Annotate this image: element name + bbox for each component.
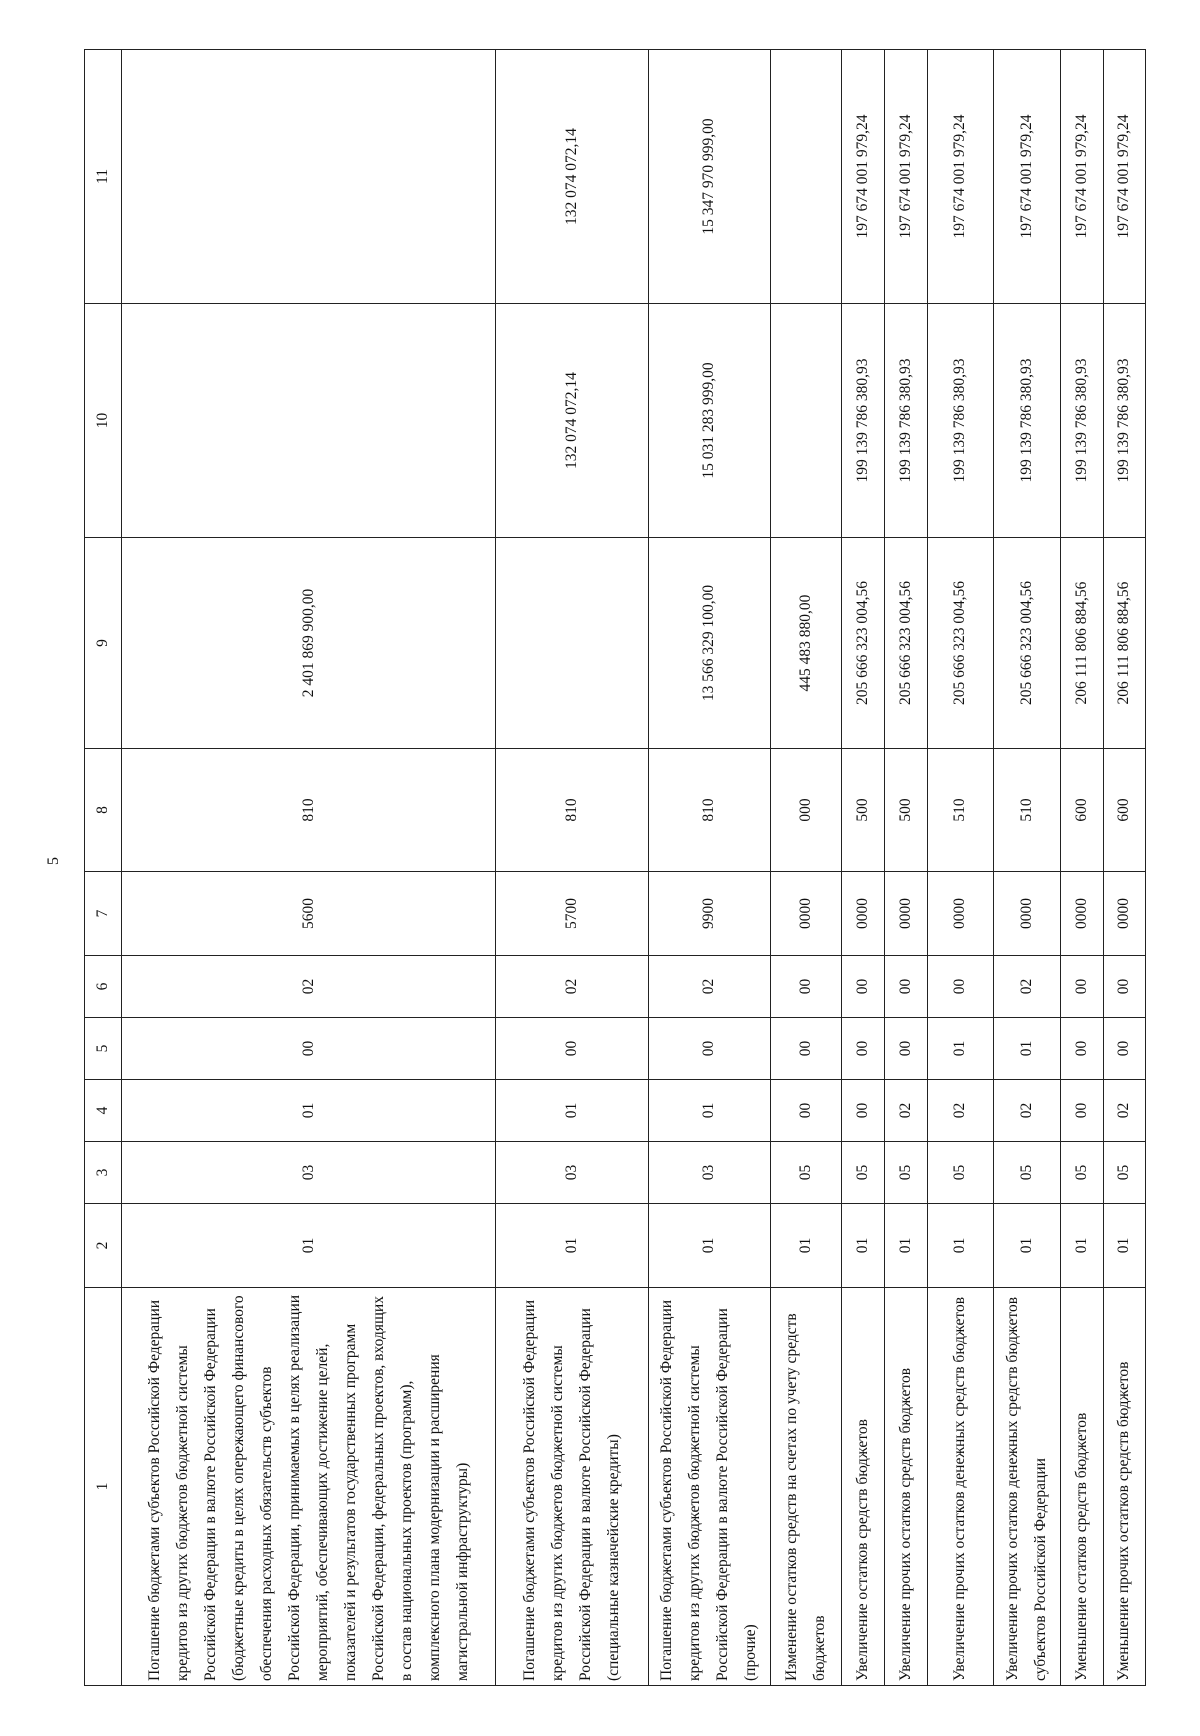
code-cell: 00 [496, 1018, 649, 1080]
code-cell: 00 [1103, 1018, 1145, 1080]
code-cell: 00 [122, 1018, 496, 1080]
amount-cell: 197 674 001 979,24 [994, 50, 1061, 304]
code-cell: 00 [770, 1018, 841, 1080]
code-cell: 00 [1060, 1018, 1103, 1080]
code-cell: 600 [1103, 749, 1145, 872]
amount-cell: 206 111 806 884,56 [1103, 538, 1145, 749]
amount-cell: 15 031 283 999,00 [649, 304, 771, 538]
amount-cell: 15 347 970 999,00 [649, 50, 771, 304]
code-cell: 01 [770, 1204, 841, 1288]
amount-cell: 199 139 786 380,93 [994, 304, 1061, 538]
code-cell: 810 [496, 749, 649, 872]
column-header: 6 [85, 956, 122, 1018]
code-cell: 00 [1060, 956, 1103, 1018]
code-cell: 01 [994, 1018, 1061, 1080]
rotated-page [84, 50, 1146, 1686]
code-cell: 02 [994, 1080, 1061, 1142]
code-cell: 02 [884, 1080, 927, 1142]
code-cell: 01 [496, 1080, 649, 1142]
code-cell: 05 [770, 1142, 841, 1204]
code-cell: 01 [122, 1204, 496, 1288]
amount-cell: 206 111 806 884,56 [1060, 538, 1103, 749]
code-cell: 810 [649, 749, 771, 872]
amount-cell: 197 674 001 979,24 [884, 50, 927, 304]
column-header: 4 [85, 1080, 122, 1142]
amount-cell [122, 304, 496, 538]
code-cell: 00 [770, 1080, 841, 1142]
amount-cell: 199 139 786 380,93 [841, 304, 884, 538]
code-cell: 02 [994, 956, 1061, 1018]
row-description: Увеличение прочих остатков средств бюджетов [884, 1288, 927, 1686]
amount-cell: 445 483 880,00 [770, 538, 841, 749]
amount-cell: 197 674 001 979,24 [927, 50, 994, 304]
table-row [770, 50, 841, 1686]
amount-cell: 199 139 786 380,93 [1103, 304, 1145, 538]
amount-cell [496, 538, 649, 749]
amount-cell: 13 566 329 100,00 [649, 538, 771, 749]
code-cell: 02 [496, 956, 649, 1018]
code-cell: 00 [927, 956, 994, 1018]
code-cell: 0000 [1103, 872, 1145, 956]
table-row [841, 50, 884, 1686]
code-cell: 01 [841, 1204, 884, 1288]
code-cell: 0000 [927, 872, 994, 956]
column-header: 1 [85, 1288, 122, 1686]
table-row [496, 50, 649, 1686]
code-cell: 01 [994, 1204, 1061, 1288]
code-cell: 00 [770, 956, 841, 1018]
code-cell: 0000 [770, 872, 841, 956]
table-row [122, 50, 496, 1686]
column-header: 11 [85, 50, 122, 304]
table-row [927, 50, 994, 1686]
code-cell: 05 [884, 1142, 927, 1204]
row-description: Уменьшение прочих остатков средств бюджетов [1103, 1288, 1145, 1686]
code-cell: 00 [1060, 1080, 1103, 1142]
code-cell: 03 [649, 1142, 771, 1204]
row-description: Погашение бюджетами субъектов Российской Федерации кредитов из других бюджетов бюджетной системы Российской Федерации в валюте Российской Федерации (специальные казначейские кредиты) [496, 1288, 649, 1686]
amount-cell [770, 304, 841, 538]
column-header: 8 [85, 749, 122, 872]
code-cell: 01 [649, 1080, 771, 1142]
code-cell: 05 [927, 1142, 994, 1204]
column-header: 10 [85, 304, 122, 538]
amount-cell [122, 50, 496, 304]
code-cell: 0000 [1060, 872, 1103, 956]
code-cell: 00 [649, 1018, 771, 1080]
code-cell: 00 [841, 1018, 884, 1080]
code-cell: 02 [122, 956, 496, 1018]
code-cell: 01 [884, 1204, 927, 1288]
row-description: Погашение бюджетами субъектов Российской Федерации кредитов из других бюджетов бюджетной системы Российской Федерации в валюте Российской Федерации (бюджетные кредиты в целях опережающего финансового обеспечения расходных обязательств субъектов Российской Федерации, принимаемых в целях реализации мероприятий, обеспечивающих достижение целей, показателей и результатов государственных программ Российской Федерации, федеральных проектов, входящих в состав национальных проектов (программ), комплексного плана модернизации и расширения магистральной инфраструктуры) [122, 1288, 496, 1686]
amount-cell: 205 666 323 004,56 [927, 538, 994, 749]
amount-cell: 197 674 001 979,24 [1060, 50, 1103, 304]
code-cell: 02 [927, 1080, 994, 1142]
code-cell: 03 [496, 1142, 649, 1204]
amount-cell: 2 401 869 900,00 [122, 538, 496, 749]
column-header: 5 [85, 1018, 122, 1080]
amount-cell: 199 139 786 380,93 [1060, 304, 1103, 538]
column-header: 7 [85, 872, 122, 956]
code-cell: 510 [994, 749, 1061, 872]
code-cell: 05 [994, 1142, 1061, 1204]
table-row [649, 50, 771, 1686]
table-row [1103, 50, 1145, 1686]
code-cell: 00 [841, 956, 884, 1018]
row-description: Изменение остатков средств на счетах по учету средств бюджетов [770, 1288, 841, 1686]
table-row [994, 50, 1061, 1686]
amount-cell: 197 674 001 979,24 [1103, 50, 1145, 304]
code-cell: 00 [841, 1080, 884, 1142]
table-row [1060, 50, 1103, 1686]
code-cell: 0000 [884, 872, 927, 956]
amount-cell: 205 666 323 004,56 [994, 538, 1061, 749]
code-cell: 01 [649, 1204, 771, 1288]
row-description: Увеличение остатков средств бюджетов [841, 1288, 884, 1686]
amount-cell: 197 674 001 979,24 [841, 50, 884, 304]
code-cell: 05 [1060, 1142, 1103, 1204]
header-row [85, 50, 122, 1686]
code-cell: 05 [1103, 1142, 1145, 1204]
code-cell: 01 [496, 1204, 649, 1288]
page-number: 5 [45, 857, 62, 865]
code-cell: 03 [122, 1142, 496, 1204]
code-cell: 00 [884, 1018, 927, 1080]
amount-cell: 132 074 072,14 [496, 304, 649, 538]
amount-cell: 205 666 323 004,56 [884, 538, 927, 749]
code-cell: 02 [1103, 1080, 1145, 1142]
row-description: Погашение бюджетами субъектов Российской Федерации кредитов из других бюджетов бюджетной системы Российской Федерации в валюте Российской Федерации (прочие) [649, 1288, 771, 1686]
table-row [884, 50, 927, 1686]
row-description: Увеличение прочих остатков денежных средств бюджетов субъектов Российской Федерации [994, 1288, 1061, 1686]
amount-cell: 132 074 072,14 [496, 50, 649, 304]
code-cell: 01 [927, 1204, 994, 1288]
code-cell: 00 [884, 956, 927, 1018]
amount-cell [770, 50, 841, 304]
code-cell: 5600 [122, 872, 496, 956]
code-cell: 0000 [841, 872, 884, 956]
code-cell: 9900 [649, 872, 771, 956]
code-cell: 0000 [994, 872, 1061, 956]
code-cell: 01 [927, 1018, 994, 1080]
code-cell: 000 [770, 749, 841, 872]
code-cell: 500 [884, 749, 927, 872]
code-cell: 02 [649, 956, 771, 1018]
column-header: 2 [85, 1204, 122, 1288]
amount-cell: 205 666 323 004,56 [841, 538, 884, 749]
column-header: 9 [85, 538, 122, 749]
code-cell: 05 [841, 1142, 884, 1204]
code-cell: 810 [122, 749, 496, 872]
code-cell: 5700 [496, 872, 649, 956]
amount-cell: 199 139 786 380,93 [884, 304, 927, 538]
code-cell: 01 [1103, 1204, 1145, 1288]
row-description: Увеличение прочих остатков денежных средств бюджетов [927, 1288, 994, 1686]
code-cell: 01 [122, 1080, 496, 1142]
code-cell: 01 [1060, 1204, 1103, 1288]
code-cell: 500 [841, 749, 884, 872]
code-cell: 600 [1060, 749, 1103, 872]
code-cell: 510 [927, 749, 994, 872]
column-header: 3 [85, 1142, 122, 1204]
budget-sources-table [84, 49, 1146, 1686]
code-cell: 00 [1103, 956, 1145, 1018]
amount-cell: 199 139 786 380,93 [927, 304, 994, 538]
row-description: Уменьшение остатков средств бюджетов [1060, 1288, 1103, 1686]
